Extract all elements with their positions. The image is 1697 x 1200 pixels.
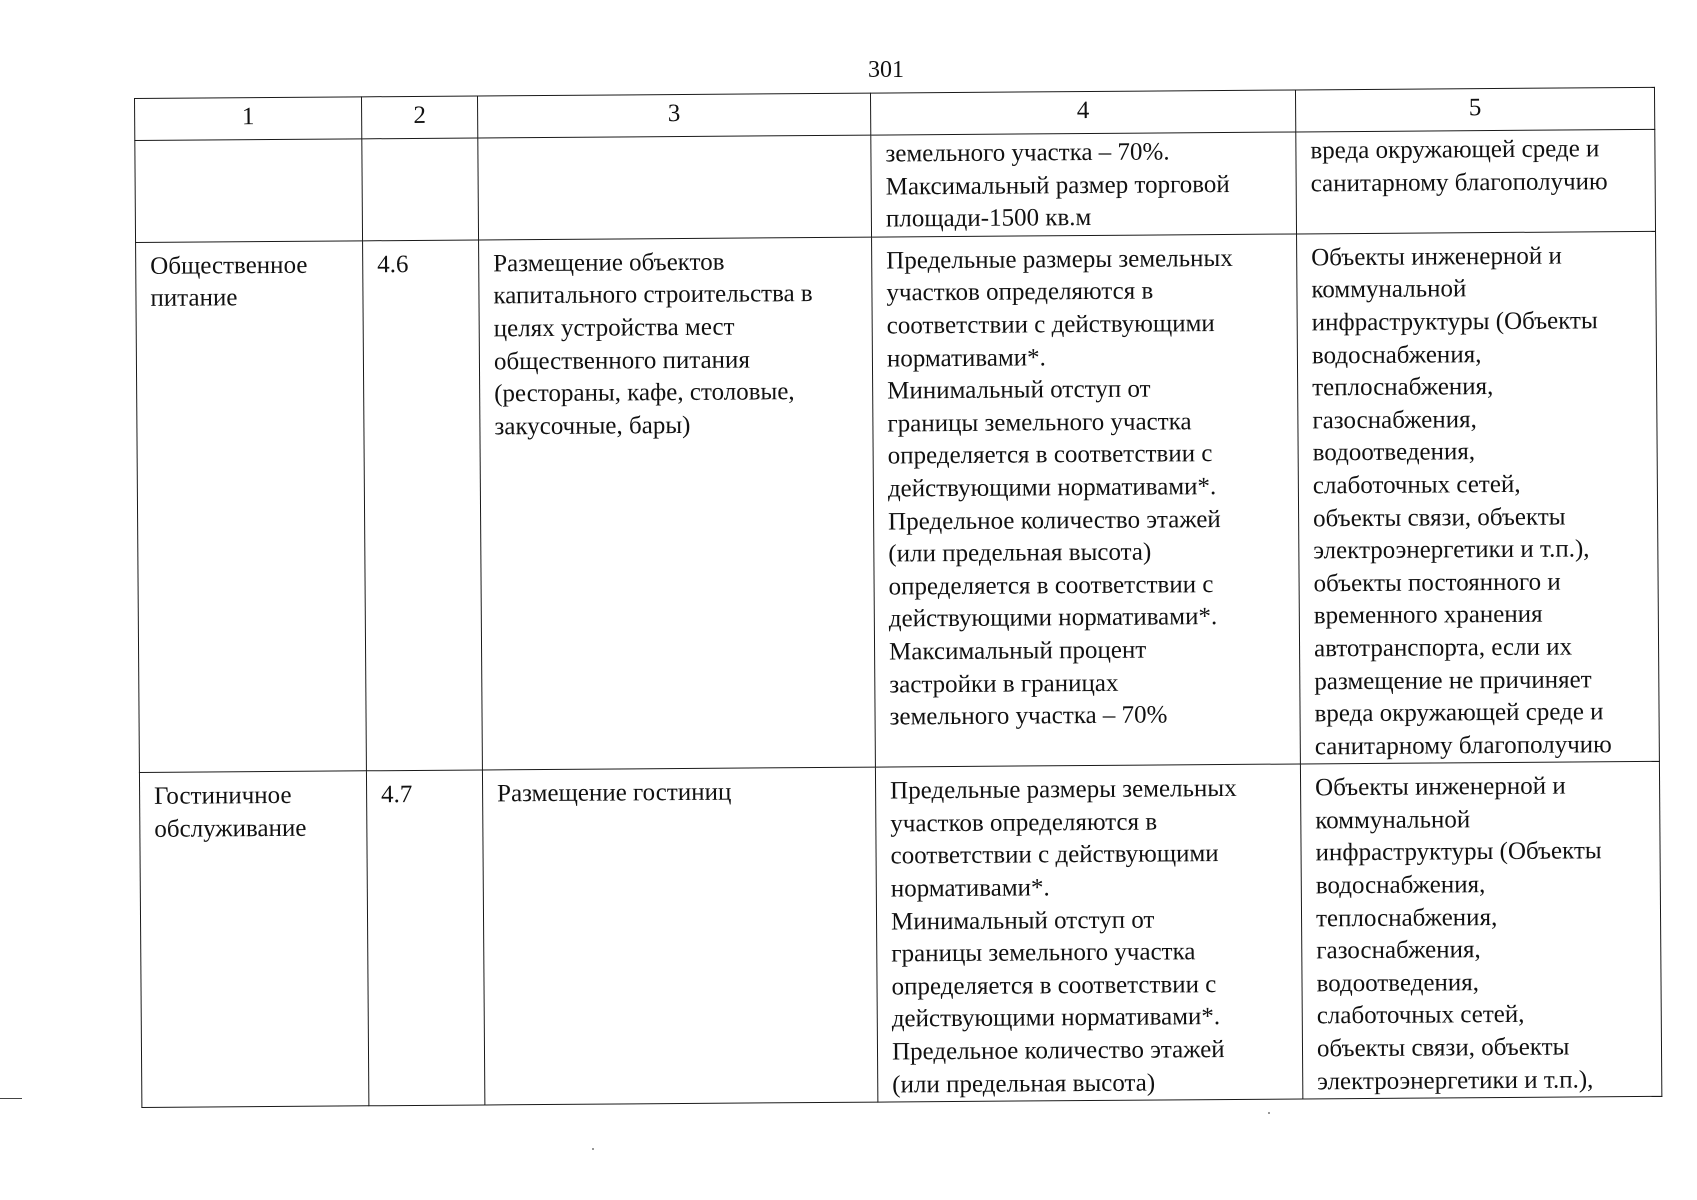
- cell-text-line: определяется в соответствии с: [888, 570, 1214, 601]
- cell-text-line: площади-1500 кв.м: [885, 204, 1092, 233]
- cell-text-line: объекты связи, объекты: [1316, 1033, 1570, 1063]
- auxiliary-uses-cell: [1300, 762, 1661, 1100]
- cell-text-line: определяется в соответствии с: [887, 440, 1213, 470]
- cell-text-line: соответствии с действующими: [886, 310, 1215, 340]
- use-description-cell: [478, 135, 872, 240]
- table-row-continuation: [135, 129, 1656, 242]
- cell-text-line: объекты связи, объекты: [1313, 503, 1566, 532]
- header-cell-4: 4: [870, 90, 1295, 135]
- cell-text-line: Максимальный размер торговой: [885, 170, 1230, 201]
- cell-text-line: Размещение гостиниц: [497, 778, 732, 808]
- table-row-public-catering: [136, 231, 1660, 773]
- cell-text-line: электроэнергетики и т.п.),: [1313, 535, 1590, 565]
- cell-text-line: Максимальный процент: [888, 636, 1147, 666]
- scan-speck: [592, 1148, 594, 1150]
- cell-text-line: автотранспорта, если их: [1313, 633, 1573, 663]
- cell-text-line: объекты постоянного и: [1313, 568, 1561, 598]
- cell-text-line: земельного участка – 70%: [889, 701, 1168, 731]
- cell-text-line: капитального строительства в: [493, 280, 813, 310]
- cell-text-line: (или предельная высота): [892, 1069, 1156, 1099]
- page-number: 301: [868, 57, 904, 83]
- use-code-cell: [362, 138, 479, 241]
- cell-text-line: санитарному благополучию: [1310, 167, 1608, 197]
- cell-text-line: действующими нормативами*.: [888, 603, 1218, 633]
- parameters-cell: [875, 764, 1302, 1102]
- cell-text-line: газоснабжения,: [1316, 936, 1481, 965]
- cell-text-line: инфраструктуры (Объекты: [1311, 307, 1598, 337]
- cell-text-line: временного хранения: [1313, 601, 1543, 630]
- cell-text-line: (или предельная высота): [888, 538, 1152, 568]
- table-row-hotel-service: [139, 762, 1661, 1108]
- cell-text-line: обслуживание: [154, 814, 307, 843]
- cell-text-line: земельного участка – 70%.: [885, 138, 1170, 168]
- cell-text-line: Предельные размеры земельных: [886, 244, 1233, 275]
- header-cell-2: 2: [361, 96, 477, 139]
- cell-text-line: границы земельного участка: [887, 408, 1192, 438]
- cell-text-line: застройки в границах: [889, 669, 1119, 698]
- cell-text-line: водоснабжения,: [1311, 340, 1482, 369]
- cell-text-line: (рестораны, кафе, столовые,: [494, 378, 795, 408]
- auxiliary-uses-cell: [1297, 231, 1660, 764]
- cell-text-line: нормативами*.: [890, 874, 1050, 903]
- cell-text-line: коммунальной: [1315, 806, 1471, 835]
- header-cell-1: 1: [135, 97, 362, 141]
- cell-text-line: вреда окружающей среде и: [1310, 135, 1600, 165]
- parameters-cell: [872, 234, 1301, 768]
- cell-text-line: границы земельного участка: [891, 938, 1196, 968]
- use-name-cell: [136, 241, 367, 773]
- cell-text-line: закусочные, бары): [494, 411, 691, 441]
- margin-mark: [0, 1098, 22, 1099]
- cell-text-line: определяется в соответствии с: [891, 970, 1217, 1001]
- use-name-cell: [135, 139, 363, 242]
- header-cell-3: 3: [477, 93, 870, 138]
- cell-text-line: Предельное количество этажей: [888, 505, 1221, 536]
- land-use-table: [134, 87, 1662, 1108]
- cell-text-line: инфраструктуры (Объекты: [1315, 837, 1602, 867]
- cell-text-line: коммунальной: [1311, 275, 1467, 304]
- cell-text-line: размещение не причиняет: [1314, 665, 1592, 695]
- cell-text-line: водоснабжения,: [1315, 871, 1486, 900]
- cell-text-line: общественного питания: [493, 346, 750, 375]
- cell-text-line: Гостиничное: [154, 782, 292, 811]
- cell-text-line: теплоснабжения,: [1315, 903, 1498, 933]
- use-code-cell: 4.6: [363, 240, 483, 771]
- parameters-cell: [871, 132, 1297, 237]
- cell-text-line: электроэнергетики и т.п.),: [1317, 1065, 1594, 1095]
- cell-text-line: соответствии с действующими: [890, 840, 1219, 870]
- cell-text-line: газоснабжения,: [1312, 405, 1477, 435]
- cell-text-line: Размещение объектов: [493, 248, 725, 278]
- cell-text-line: участков определяются в: [890, 808, 1158, 838]
- cell-text-line: санитарному благополучию: [1314, 730, 1612, 761]
- cell-text-line: Общественное: [150, 251, 308, 280]
- cell-text-line: Предельное количество этажей: [891, 1036, 1225, 1066]
- use-description-cell: [482, 767, 877, 1105]
- cell-text-line: вреда окружающей среде и: [1314, 698, 1604, 728]
- cell-text-line: слаботочных сетей,: [1312, 470, 1521, 500]
- cell-text-line: Минимальный отступ от: [887, 375, 1151, 405]
- cell-text-line: слаботочных сетей,: [1316, 1001, 1525, 1030]
- use-description-cell: [479, 237, 876, 770]
- cell-text-line: теплоснабжения,: [1312, 373, 1494, 402]
- cell-text-line: Предельные размеры земельных: [890, 775, 1237, 805]
- cell-text-line: нормативами*.: [886, 343, 1046, 373]
- cell-text-line: водоотведения,: [1312, 438, 1476, 467]
- cell-text-line: действующими нормативами*.: [891, 1003, 1221, 1033]
- cell-text-line: Минимальный отступ от: [890, 906, 1155, 936]
- auxiliary-uses-cell: [1296, 129, 1656, 233]
- use-code-cell: 4.7: [366, 770, 484, 1106]
- cell-text-line: Объекты инженерной и: [1311, 242, 1562, 272]
- scan-speck: [1268, 1112, 1270, 1114]
- cell-text-line: Объекты инженерной и: [1314, 772, 1566, 802]
- cell-text-line: водоотведения,: [1316, 969, 1480, 998]
- cell-text-line: действующими нормативами*.: [887, 473, 1217, 503]
- cell-text-line: питание: [150, 284, 238, 313]
- cell-text-line: целях устройства мест: [493, 313, 735, 343]
- header-cell-5: 5: [1295, 87, 1654, 132]
- use-name-cell: [139, 771, 368, 1108]
- cell-text-line: участков определяются в: [886, 277, 1154, 307]
